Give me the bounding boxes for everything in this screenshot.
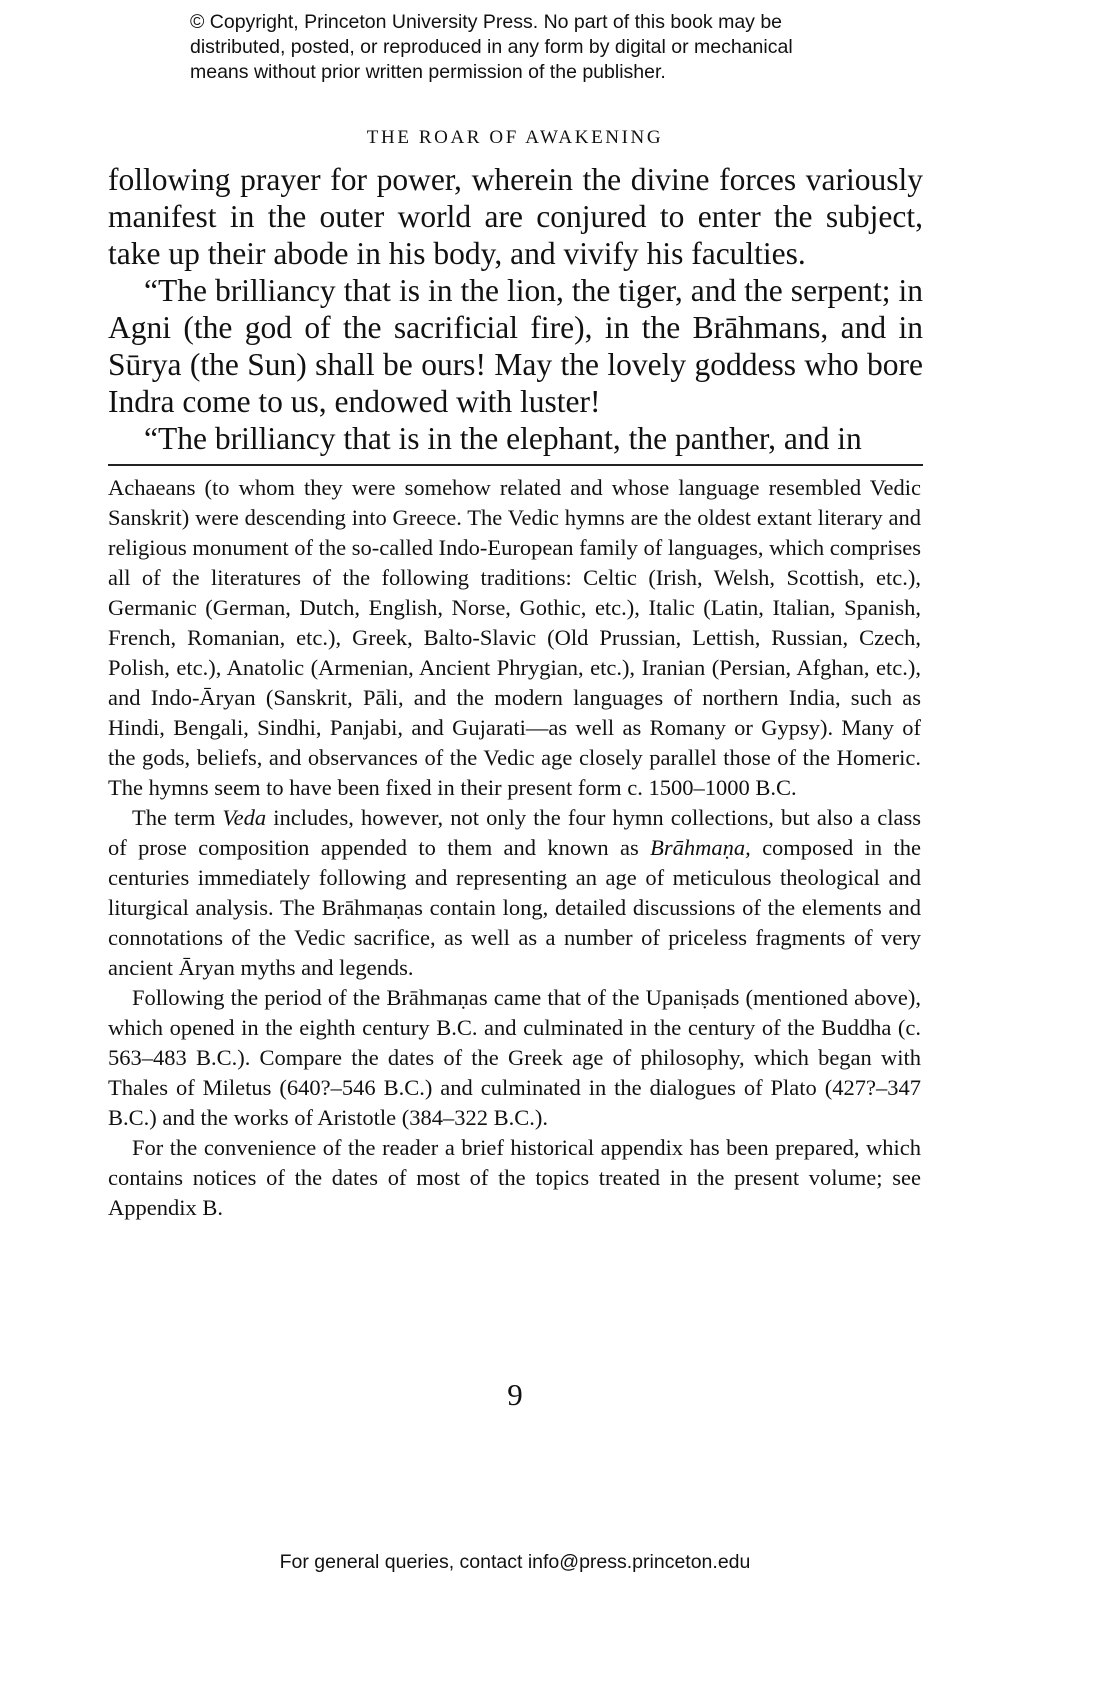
- footnote-italic-term: Veda: [222, 805, 267, 830]
- running-head: THE ROAR OF AWAKENING: [366, 127, 664, 148]
- copyright-notice: [190, 10, 910, 85]
- main-paragraph: following prayer for power, wherein the divine forces variously manifest in the outer world are conjured to enter the subject, take up their abode in his body, and vivify his faculties.: [108, 162, 923, 271]
- footnotes: [108, 473, 921, 1223]
- copyright-line: © Copyright, Princeton University Press. No part of this book may be: [190, 11, 783, 33]
- footnote-paragraph: [108, 803, 921, 983]
- footnote-italic-term: Brāhmaṇa,: [650, 835, 751, 860]
- footnote-text: The term: [132, 805, 223, 830]
- main-paragraph: “The brilliancy that is in the lion, the tiger, and the serpent; in Agni (the god of the sacrificial fire), in the Brāhmans, and in Sūrya (the Sun) shall be ours! May the lovely goddess who bore Indra come to us, endowed with luster!: [108, 273, 923, 419]
- footnote-paragraph: For the convenience of the reader a brief historical appendix has been prepared, which contains notices of the dates of most of the topics treated in the present volume; see Appendix B.: [108, 1135, 921, 1220]
- copyright-line: distributed, posted, or reproduced in any form by digital or mechanical: [190, 36, 793, 58]
- main-paragraph: “The brilliancy that is in the elephant, the panther, and in: [144, 421, 862, 456]
- footnote-divider: [108, 464, 923, 466]
- page-number: 9: [507, 1377, 523, 1412]
- footer-contact: For general queries, contact info@press.princeton.edu: [279, 1551, 751, 1573]
- footnote-text: composed in the centuries immediately following and representing an age of meticulous theological and liturgical analysis. The Brāhmaṇas contain long, detailed discussions of the elements and connotations of the Vedic sacrifice, as well as a number of priceless fragments of very ancient Āryan myths and legends.: [108, 835, 921, 980]
- footnote-paragraph: Achaeans (to whom they were somehow related and whose language resembled Vedic Sanskrit) were descending into Greece. The Vedic hymns are the oldest extant literary and religious monument of the so-called Indo-European family of languages, which comprises all of the literatures of the following traditions: Celtic (Irish, Welsh, Scottish, etc.), Germanic (German, Dutch, English, Norse, Gothic, etc.), Italic (Latin, Italian, Spanish, French, Romanian, etc.), Greek, Balto-Slavic (Old Prussian, Lettish, Russian, Czech, Polish, etc.), Anatolic (Armenian, Ancient Phrygian, etc.), Iranian (Persian, Afghan, etc.), and Indo-Āryan (Sanskrit, Pāli, and the modern languages of northern India, such as Hindi, Bengali, Sindhi, Panjabi, and Gujarati—as well as Romany or Gypsy). Many of the gods, beliefs, and observances of the Vedic age closely parallel those of the Homeric. The hymns seem to have been fixed in their present form c. 1500–1000 B.C.: [108, 475, 921, 800]
- copyright-line: means without prior written permission of the publisher.: [190, 61, 666, 83]
- main-text: [108, 161, 923, 457]
- footnote-paragraph: Following the period of the Brāhmaṇas came that of the Upaniṣads (mentioned above), which opened in the eighth century B.C. and culminated in the century of the Buddha (c. 563–483 B.C.). Compare the dates of the Greek age of philosophy, which began with Thales of Miletus (640?–546 B.C.) and culminated in the dialogues of Plato (427?–347 B.C.) and the works of Aristotle (384–322 B.C.).: [108, 985, 921, 1130]
- footnote-text: includes, however, not only the four hymn collections, but also a class of prose composition appended to them and known as: [108, 805, 921, 860]
